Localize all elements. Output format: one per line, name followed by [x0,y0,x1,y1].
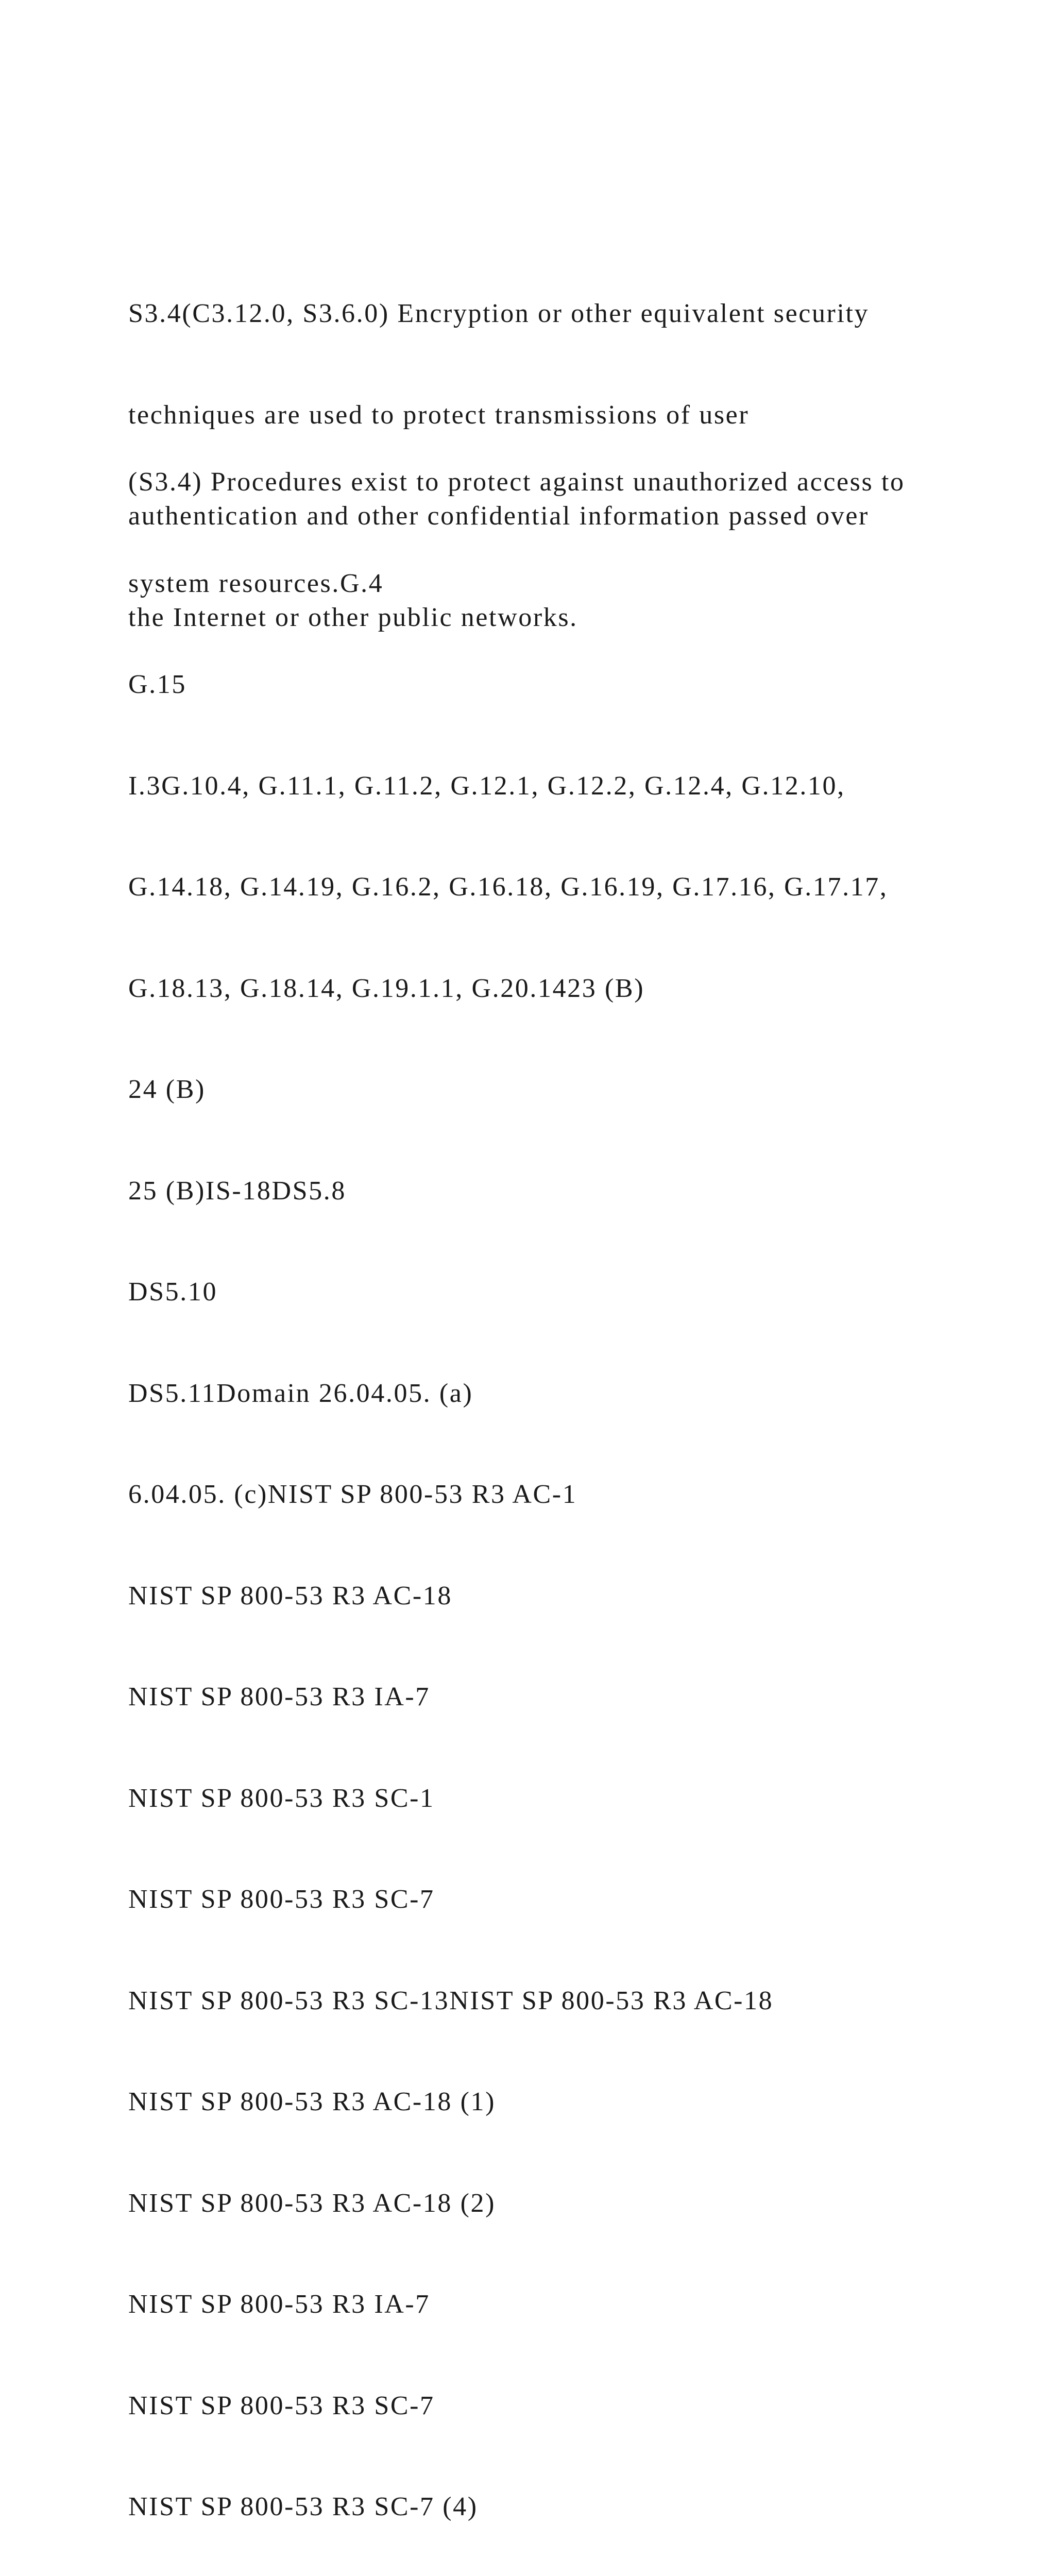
text-line: DS5.10 [128,1277,218,1307]
text-line: techniques are used to protect transmissions of user [128,400,750,430]
text-line: I.3G.10.4, G.11.1, G.11.2, G.12.1, G.12.2, G.12.4, G.12.10, [128,771,845,801]
text-line: 6.04.05. (c)NIST SP 800-53 R3 AC-1 [128,1480,577,1509]
text-line: 24 (B) [128,1075,206,1104]
text-line: the Internet or other public networks. [128,602,578,632]
text-line: NIST SP 800-53 R3 SC-7 [128,2391,435,2420]
text-line: (S3.4) Procedures exist to protect against unauthorized access to [128,467,905,497]
paragraph-access-control-references [128,398,1014,2576]
text-line: S3.4(C3.12.0, S3.6.0) Encryption or other equivalent security [128,299,870,328]
text-line: NIST SP 800-53 R3 SC-13NIST SP 800-53 R3 AC-18 [128,1986,774,2015]
text-line: NIST SP 800-53 R3 AC-18 (1) [128,2087,496,2116]
text-line: NIST SP 800-53 R3 SC-7 (4) [128,2492,478,2521]
text-line: NIST SP 800-53 R3 SC-7 [128,1885,435,1914]
text-line: NIST SP 800-53 R3 AC-18 (2) [128,2188,496,2218]
text-line: authentication and other confidential information passed over [128,501,869,531]
text-line: G.15 [128,670,186,699]
text-line: NIST SP 800-53 R3 IA-7 [128,2290,430,2319]
text-line: 25 (B)IS-18DS5.8 [128,1176,346,1206]
text-line: NIST SP 800-53 R3 SC-1 [128,1783,435,1813]
text-line: NIST SP 800-53 R3 IA-7 [128,1682,430,1711]
text-line: system resources.G.4 [128,568,384,598]
text-line: G.18.13, G.18.14, G.19.1.1, G.20.1423 (B) [128,973,645,1003]
text-line: DS5.11Domain 26.04.05. (a) [128,1378,473,1408]
text-line: G.14.18, G.14.19, G.16.2, G.16.18, G.16.19, G.17.16, G.17.17, [128,872,888,902]
text-line: NIST SP 800-53 R3 AC-18 [128,1581,453,1611]
